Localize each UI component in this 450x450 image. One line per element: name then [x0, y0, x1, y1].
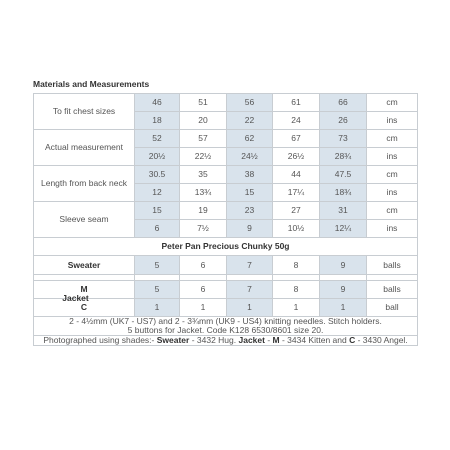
value-cell: 19: [180, 202, 227, 220]
row-label-length: Length from back neck: [34, 166, 135, 202]
section-heading: Materials and Measurements: [33, 79, 150, 89]
value-cell: 30.5: [135, 166, 180, 184]
value-cell: 17¼: [273, 184, 320, 202]
unit-cell: balls: [367, 256, 418, 275]
value-cell: 35: [180, 166, 227, 184]
value-cell: 27: [273, 202, 320, 220]
yarn-title: Peter Pan Precious Chunky 50g: [34, 238, 418, 256]
value-cell: 13¾: [180, 184, 227, 202]
value-cell: 47.5: [320, 166, 367, 184]
unit-cell: ins: [367, 148, 418, 166]
value-cell: 66: [320, 94, 367, 112]
length-cm-row: [34, 166, 418, 184]
value-cell: 7: [227, 281, 273, 299]
value-cell: 57: [180, 130, 227, 148]
value-cell: 1: [227, 299, 273, 317]
yarn-title-row: [34, 238, 418, 256]
value-cell: 23: [227, 202, 273, 220]
value-cell: 6: [135, 220, 180, 238]
needles-note: [34, 317, 418, 336]
value-cell: 62: [227, 130, 273, 148]
value-cell: 38: [227, 166, 273, 184]
needles-line-1: 2 - 4½mm (UK7 - US7) and 2 - 3¾mm (UK9 - US4) knitting needles. Stitch holders.: [69, 316, 382, 326]
value-cell: 1: [135, 299, 180, 317]
value-cell: 18¾: [320, 184, 367, 202]
needles-note-row: [34, 317, 418, 336]
value-cell: 28¾: [320, 148, 367, 166]
unit-cell: cm: [367, 202, 418, 220]
sweater-label: Sweater: [34, 256, 135, 275]
unit-cell: cm: [367, 166, 418, 184]
value-cell: 20: [180, 112, 227, 130]
value-cell: 1: [320, 299, 367, 317]
jacket-c-text: C: [80, 302, 88, 312]
value-cell: 46: [135, 94, 180, 112]
value-cell: 15: [227, 184, 273, 202]
unit-cell: ball: [367, 299, 418, 317]
jacket-m-text: M: [80, 284, 88, 294]
row-label-sleeve: Sleeve seam: [34, 202, 135, 238]
value-cell: 24: [273, 112, 320, 130]
value-cell: 18: [135, 112, 180, 130]
value-cell: 15: [135, 202, 180, 220]
value-cell: 56: [227, 94, 273, 112]
value-cell: 31: [320, 202, 367, 220]
needles-line-2: 5 buttons for Jacket. Code K128 6530/8601 size 20.: [127, 325, 324, 335]
sweater-row: [34, 256, 418, 275]
row-label-actual: Actual measurement: [34, 130, 135, 166]
unit-cell: ins: [367, 220, 418, 238]
value-cell: 7½: [180, 220, 227, 238]
value-cell: 61: [273, 94, 320, 112]
value-cell: 26½: [273, 148, 320, 166]
value-cell: 24½: [227, 148, 273, 166]
value-cell: 9: [320, 256, 367, 275]
value-cell: 22: [227, 112, 273, 130]
value-cell: 8: [273, 281, 320, 299]
unit-cell: cm: [367, 130, 418, 148]
value-cell: 9: [320, 281, 367, 299]
value-cell: 44: [273, 166, 320, 184]
value-cell: 26: [320, 112, 367, 130]
value-cell: 22½: [180, 148, 227, 166]
value-cell: 1: [273, 299, 320, 317]
value-cell: 5: [135, 256, 180, 275]
value-cell: 52: [135, 130, 180, 148]
unit-cell: ins: [367, 184, 418, 202]
unit-cell: balls: [367, 281, 418, 299]
jacket-label: Jacket: [62, 293, 89, 303]
value-cell: 7: [227, 256, 273, 275]
value-cell: 51: [180, 94, 227, 112]
actual-cm-row: [34, 130, 418, 148]
value-cell: 67: [273, 130, 320, 148]
value-cell: 5: [135, 281, 180, 299]
photo-note: Photographed using shades:- Sweater - 3432 Hug. Jacket - M - 3434 Kitten and C - 3430 Angel.: [34, 336, 418, 346]
unit-cell: cm: [367, 94, 418, 112]
row-label-chest: To fit chest sizes: [34, 94, 135, 130]
value-cell: 8: [273, 256, 320, 275]
sleeve-cm-row: [34, 202, 418, 220]
value-cell: 1: [180, 299, 227, 317]
unit-cell: ins: [367, 112, 418, 130]
value-cell: 12¼: [320, 220, 367, 238]
value-cell: 10½: [273, 220, 320, 238]
value-cell: 20½: [135, 148, 180, 166]
value-cell: 12: [135, 184, 180, 202]
value-cell: 6: [180, 281, 227, 299]
value-cell: 6: [180, 256, 227, 275]
value-cell: 73: [320, 130, 367, 148]
photo-note-row: [34, 336, 418, 346]
value-cell: 9: [227, 220, 273, 238]
chest-cm-row: [34, 94, 418, 112]
